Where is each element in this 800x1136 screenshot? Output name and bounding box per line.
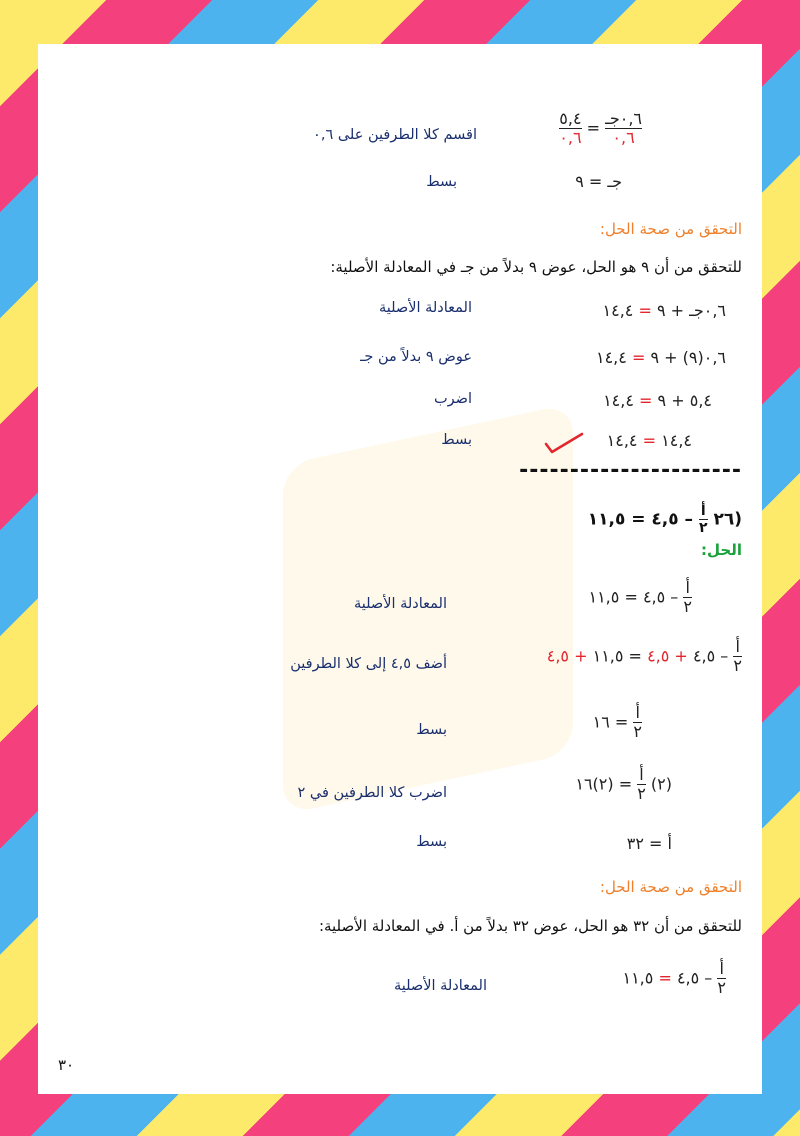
step-label: عوض ٩ بدلاً من جـ [360,349,472,365]
equation-divide [559,110,642,148]
problem-statement: (٢٦ $\frac{\text{أ}}{٢}$ – ٤,٥ = ١١,٥ [587,503,742,537]
step-label: بسط [426,174,457,190]
checkmark-icon [543,430,585,456]
solution-equation: أ = ٣٢ [626,834,672,853]
solution-equation: $\frac{\text{أ}}{٢}$ = ١٦ [592,703,642,742]
check-equation: ٥,٤ + ٩ = ١٤,٤ [603,391,712,410]
solution-equation: $\frac{\text{أ}}{٢}$ – ٤,٥ = ١١,٥ [588,578,692,617]
solution-equation: $\frac{\text{أ}}{٢}$ – ٤,٥ + ٤,٥ = ١١,٥ + ٤,٥ [546,637,742,676]
step-label: أضف ٤,٥ إلى كلا الطرفين [290,656,447,672]
step-label: المعادلة الأصلية [353,596,447,612]
step-label: بسط [441,432,472,448]
fraction-denominator: ٠,٦ [559,128,582,148]
fraction-denominator: ٠,٦ [605,128,642,147]
page-sheet [38,44,762,1094]
fraction-numerator: ٠,٦جـ [605,109,642,128]
equals-sign: = [586,118,601,138]
check-equation: ٠,٦جـ + ٩ = ١٤,٤ [602,301,726,320]
equation-result: جـ = ٩ [575,172,622,191]
step-label: اضرب [434,391,472,407]
separator-line: ---------------------- [519,458,742,483]
step-label: المعادلة الأصلية [393,978,487,994]
check-intro: للتحقق من أن ٣٢ هو الحل، عوض ٣٢ بدلاً من أ. في المعادلة الأصلية: [318,917,742,935]
step-label: بسط [416,834,447,850]
check-equation: ٠,٦(٩) + ٩ = ١٤,٤ [595,348,726,367]
step-label: المعادلة الأصلية [378,300,472,316]
check-equation: ١٤,٤ = ١٤,٤ [606,431,692,450]
step-label: اضرب كلا الطرفين في ٢ [297,785,447,801]
step-label: اقسم كلا الطرفين على ٠,٦ [313,127,477,143]
check-heading: التحقق من صحة الحل: [599,878,742,896]
step-label: بسط [416,722,447,738]
check-intro: للتحقق من أن ٩ هو الحل، عوض ٩ بدلاً من جـ في المعادلة الأصلية: [330,258,742,276]
problem-number: (٢٦ [713,509,742,530]
page-number: ٣٠ [58,1056,75,1074]
fraction-numerator: ٥,٤ [559,109,582,128]
check-heading: التحقق من صحة الحل: [599,220,742,238]
solution-heading: الحل: [701,541,742,559]
solution-equation: (٢) $\frac{\text{أ}}{٢}$ = (٢)١٦ [575,765,672,804]
check-equation: $\frac{\text{أ}}{٢}$ – ٤,٥ = ١١,٥ [622,959,726,998]
